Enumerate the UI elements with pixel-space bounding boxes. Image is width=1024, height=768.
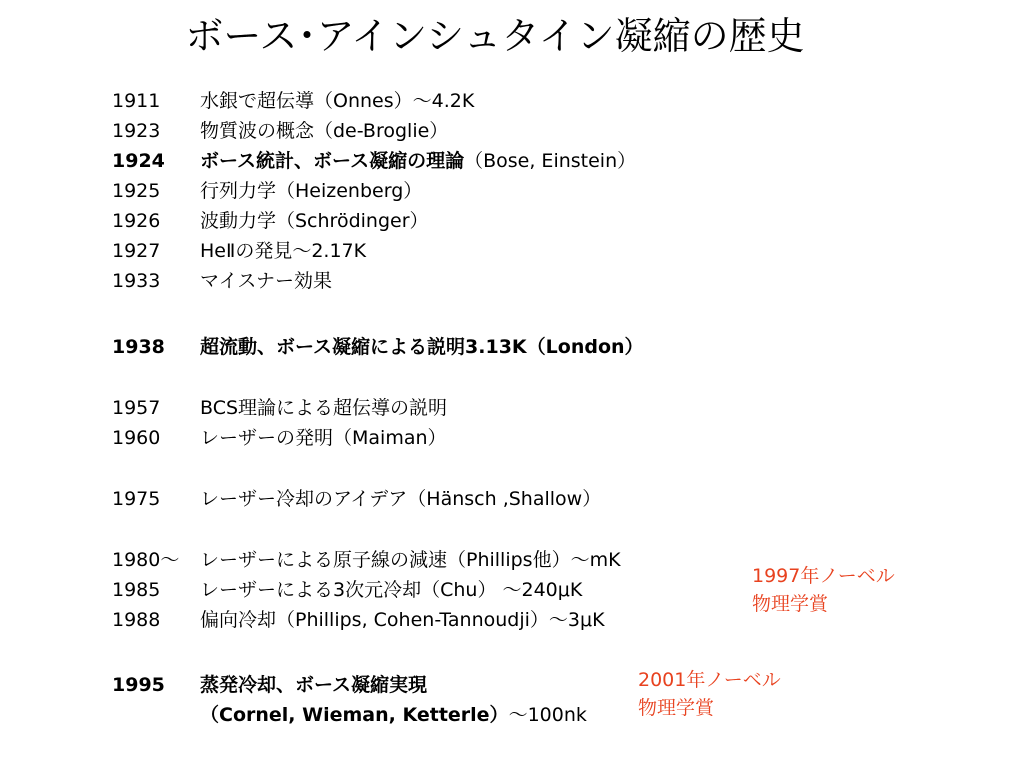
note-line: 1997年ノーベル: [752, 565, 895, 587]
entry-year: 1985: [112, 579, 161, 601]
entry-text-container: [200, 146, 636, 176]
note-line: 2001年ノーベル: [638, 669, 781, 691]
entry-text: BCS理論による超伝導の説明: [200, 397, 448, 419]
entry-text: レーザーの発明（Maiman）: [200, 427, 447, 449]
entry-year: 1923: [112, 120, 161, 142]
entry-text-tail: ～100nk: [508, 704, 587, 726]
entry-year: 1980～: [112, 549, 180, 571]
entry-text: HeⅡの発見～2.17K: [200, 240, 367, 262]
entry-year: 1957: [112, 397, 161, 419]
entry-text: 物質波の概念（de-Broglie）: [200, 120, 449, 142]
entry-year: 1925: [112, 180, 161, 202]
entry-year: 1975: [112, 488, 161, 510]
entry-year: 1938: [112, 336, 165, 358]
nobel-prize-1997-note: [752, 562, 895, 618]
entry-authors-bold: （Cornel, Wieman, Ketterle）: [200, 704, 509, 726]
entry-text: 超流動、ボース凝縮による説明3.13K（London）: [200, 336, 644, 358]
note-line: 物理学賞: [638, 697, 715, 719]
entry-text: 行列力学（Heizenberg）: [200, 180, 423, 202]
entry-text: （Bose, Einstein）: [464, 150, 637, 172]
entry-text-container: [200, 700, 587, 730]
entry-text: 蒸発冷却、ボース凝縮実現: [200, 674, 428, 696]
entry-text-bold: ボース統計、ボース凝縮の理論: [200, 150, 465, 172]
slide-title: ボース･アインシュタイン凝縮の歴史: [185, 14, 805, 58]
entry-text: レーザーによる3次元冷却（Chu） ～240μK: [200, 579, 583, 601]
nobel-prize-2001-note: [638, 666, 781, 722]
entry-year: 1933: [112, 270, 161, 292]
entry-year: 1911: [112, 90, 161, 112]
entry-text: レーザー冷却のアイデア（Hänsch ,Shallow）: [200, 488, 602, 510]
entry-year: 1926: [112, 210, 161, 232]
entry-text: マイスナー効果: [200, 270, 333, 292]
entry-year: 1960: [112, 427, 161, 449]
note-line: 物理学賞: [752, 593, 829, 615]
entry-text: 波動力学（Schrödinger）: [200, 210, 429, 232]
entry-text: 水銀で超伝導（Onnes）～4.2K: [200, 90, 475, 112]
entry-year: 1995: [112, 674, 165, 696]
entry-year: 1924: [112, 150, 165, 172]
entry-year: 1927: [112, 240, 161, 262]
entry-text: レーザーによる原子線の減速（Phillips他）～mK: [200, 549, 621, 571]
entry-text: 偏向冷却（Phillips, Cohen-Tannoudji）～3μK: [200, 609, 605, 631]
entry-year: 1988: [112, 609, 161, 631]
